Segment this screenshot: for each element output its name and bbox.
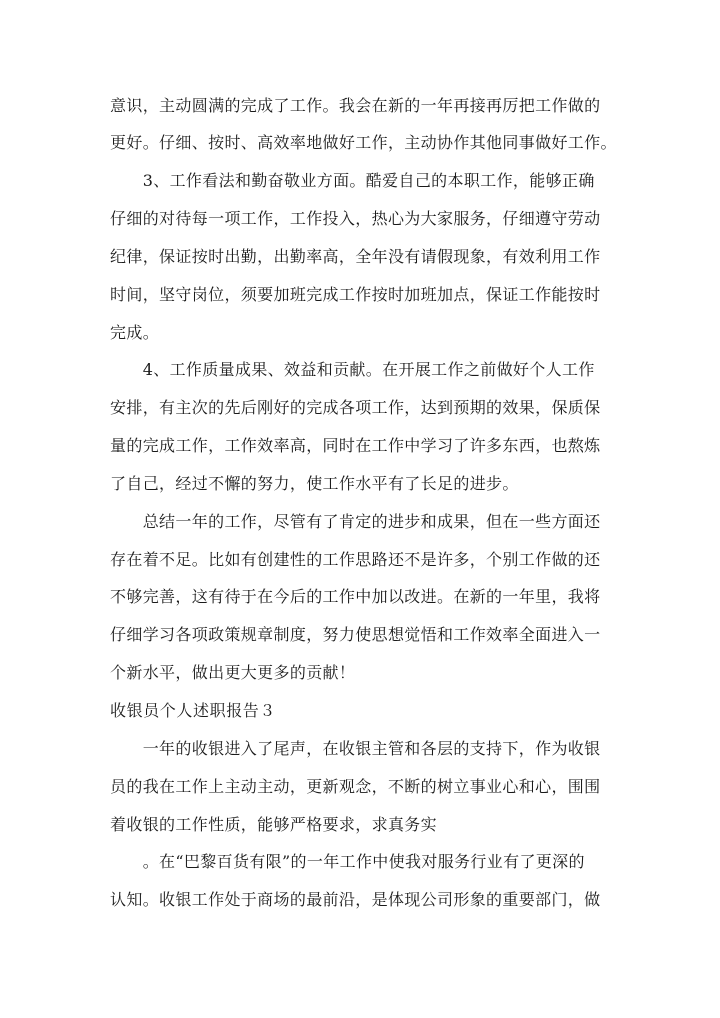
text-line: 更好。仔细、按时、高效率地做好工作，主动协作其他同事做好工作。 (110, 133, 617, 152)
text-line: 员的我在工作上主动主动，更新观念，不断的树立事业心和心，围围 (110, 777, 601, 796)
text-line: 总结一年的工作，尽管有了肯定的进步和成果，但在一些方面还 (110, 512, 601, 531)
text-line: 一年的收银进入了尾声，在收银主管和各层的支持下，作为收银 (110, 739, 601, 758)
text-line: 安排，有主次的先后刚好的完成各项工作，达到预期的效果，保质保 (110, 398, 601, 417)
text-line: 完成。 (110, 323, 160, 342)
text-line: 存在着不足。比如有创建性的工作思路还不是许多，个别工作做的还 (110, 550, 601, 569)
text-line: 量的完成工作，工作效率高，同时在工作中学习了许多东西，也熬炼 (110, 436, 601, 455)
text-line: 4、工作质量成果、效益和贡献。在开展工作之前做好个人工作 (110, 360, 595, 379)
text-line: 。在“巴黎百货有限”的一年工作中使我对服务行业有了更深的 (110, 852, 585, 871)
section-heading: 收银员个人述职报告３ (110, 701, 277, 720)
text-line: 3、工作看法和勤奋敬业方面。酷爱自己的本职工作，能够正确 (110, 171, 595, 190)
text-line: 着收银的工作性质，能够严格要求，求真务实 (110, 815, 438, 834)
text-line: 了自己，经过不懈的努力，使工作水平有了长足的进步。 (110, 474, 519, 493)
text-line: 个新水平，做出更大更多的贡献！ (110, 663, 356, 682)
text-line: 仔细的对待每一项工作，工作投入，热心为大家服务，仔细遵守劳动 (110, 209, 601, 228)
text-line: 意识，主动圆满的完成了工作。我会在新的一年再接再厉把工作做的 (110, 96, 601, 115)
text-line: 时间，坚守岗位，须要加班完成工作按时加班加点，保证工作能按时 (110, 285, 601, 304)
text-line: 不够完善，这有待于在今后的工作中加以改进。在新的一年里，我将 (110, 587, 601, 606)
text-line: 纪律，保证按时出勤，出勤率高，全年没有请假现象，有效利用工作 (110, 247, 601, 266)
text-line: 认知。收银工作处于商场的最前沿，是体现公司形象的重要部门，做 (110, 890, 601, 909)
text-line: 仔细学习各项政策规章制度，努力使思想觉悟和工作效率全面进入一 (110, 625, 601, 644)
